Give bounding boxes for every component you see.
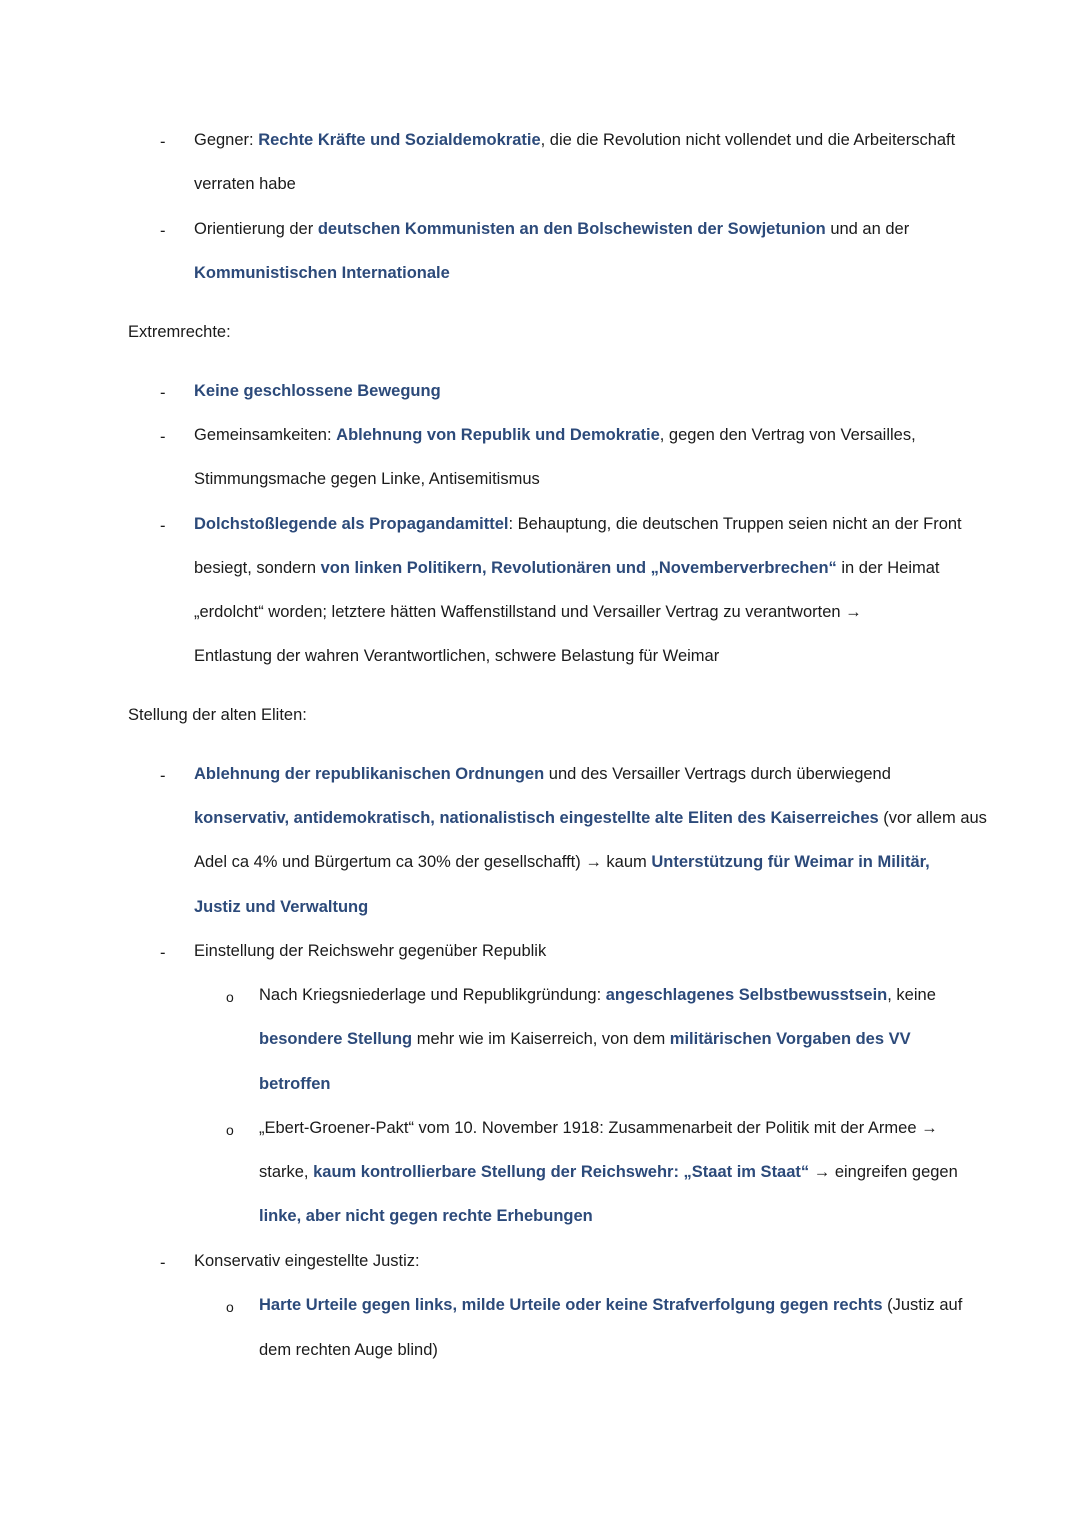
text-line bbox=[194, 468, 540, 490]
text-line bbox=[194, 380, 441, 402]
dash-bullet: - bbox=[160, 384, 166, 402]
plain-text: Gemeinsamkeiten: bbox=[194, 426, 337, 444]
highlighted-text: Harte Urteile gegen links, milde Urteile oder keine Strafverfolgung gegen rechts bbox=[259, 1296, 883, 1314]
plain-text: Entlastung der wahren Verantwortlichen, schwere Belastung für Weimar bbox=[194, 647, 720, 665]
plain-text: mehr wie im Kaiserreich, von dem bbox=[412, 1030, 670, 1048]
text-line bbox=[194, 763, 891, 785]
highlighted-text: von linken Politikern, Revolutionären und „Novemberverbrechen“ bbox=[320, 559, 837, 577]
highlighted-text: besondere Stellung bbox=[259, 1030, 413, 1048]
highlighted-text: linke, aber nicht gegen rechte Erhebungen bbox=[259, 1207, 593, 1225]
text-line bbox=[259, 1161, 958, 1183]
highlighted-text: kaum kontrollierbare Stellung der Reichswehr: „Staat im Staat“ bbox=[313, 1163, 810, 1181]
plain-text: „Ebert-Groener-Pakt“ vom 10. November 1918: Zusammenarbeit der Politik mit der Armee → bbox=[259, 1119, 938, 1137]
plain-text: (Justiz auf bbox=[882, 1296, 963, 1314]
dash-bullet: - bbox=[160, 767, 166, 785]
highlighted-text: Dolchstoßlegende als Propagandamittel bbox=[194, 515, 509, 533]
text-line bbox=[194, 218, 909, 240]
text-line bbox=[194, 173, 296, 195]
highlighted-text: Ablehnung von Republik und Demokratie bbox=[336, 426, 660, 444]
text-line bbox=[259, 984, 936, 1006]
text-line bbox=[194, 601, 862, 623]
plain-text: Konservativ eingestellte Justiz: bbox=[194, 1252, 420, 1270]
highlighted-text: konservativ, antidemokratisch, nationalistisch eingestellte alte Eliten des Kaiserreiches bbox=[194, 809, 879, 827]
text-line bbox=[259, 1028, 911, 1050]
highlighted-text: Justiz und Verwaltung bbox=[194, 898, 369, 916]
plain-text: in der Heimat bbox=[836, 559, 940, 577]
plain-text: (vor allem aus bbox=[878, 809, 987, 827]
plain-text: , gegen den Vertrag von Versailles, bbox=[659, 426, 916, 444]
plain-text: und an der bbox=[825, 220, 910, 238]
plain-text: Nach Kriegsniederlage und Republikgründung: bbox=[259, 986, 606, 1004]
highlighted-text: angeschlagenes Selbstbewusstsein bbox=[605, 986, 888, 1004]
plain-text: „erdolcht“ worden; letztere hätten Waffenstillstand und Versailler Vertrag zu verantworten → bbox=[194, 603, 862, 621]
text-line bbox=[259, 1073, 331, 1095]
text-line bbox=[194, 557, 940, 579]
plain-text: und des Versailler Vertrags durch überwiegend bbox=[544, 765, 891, 783]
text-line bbox=[259, 1205, 593, 1227]
plain-text: Stellung der alten Eliten: bbox=[128, 706, 307, 724]
dash-bullet: - bbox=[160, 517, 166, 535]
text-line bbox=[128, 321, 231, 343]
dash-bullet: - bbox=[160, 222, 166, 240]
plain-text: Orientierung der bbox=[194, 220, 318, 238]
highlighted-text: Rechte Kräfte und Sozialdemokratie bbox=[258, 131, 541, 149]
text-line bbox=[128, 704, 307, 726]
plain-text: Einstellung der Reichswehr gegenüber Republik bbox=[194, 942, 547, 960]
text-line bbox=[194, 262, 450, 284]
plain-text: : Behauptung, die deutschen Truppen seien nicht an der Front bbox=[508, 515, 962, 533]
plain-text: verraten habe bbox=[194, 175, 296, 193]
plain-text: , keine bbox=[887, 986, 936, 1004]
highlighted-text: militärischen Vorgaben des VV bbox=[669, 1030, 911, 1048]
dash-bullet: - bbox=[160, 428, 166, 446]
plain-text: Adel ca 4% und Bürgertum ca 30% der gesellschafft) → kaum bbox=[194, 853, 652, 871]
text-line bbox=[194, 896, 368, 918]
text-line bbox=[259, 1294, 962, 1316]
text-line bbox=[194, 851, 930, 873]
text-line bbox=[259, 1339, 438, 1361]
highlighted-text: betroffen bbox=[259, 1075, 331, 1093]
highlighted-text: Kommunistischen Internationale bbox=[194, 264, 450, 282]
highlighted-text: Keine geschlossene Bewegung bbox=[194, 382, 441, 400]
plain-text: → eingreifen gegen bbox=[809, 1163, 958, 1181]
circle-bullet: o bbox=[226, 989, 234, 1005]
text-line bbox=[194, 807, 987, 829]
plain-text: Stimmungsmache gegen Linke, Antisemitismus bbox=[194, 470, 540, 488]
plain-text: besiegt, sondern bbox=[194, 559, 321, 577]
circle-bullet: o bbox=[226, 1299, 234, 1315]
highlighted-text: Unterstützung für Weimar in Militär, bbox=[651, 853, 930, 871]
circle-bullet: o bbox=[226, 1122, 234, 1138]
dash-bullet: - bbox=[160, 133, 166, 151]
highlighted-text: Ablehnung der republikanischen Ordnungen bbox=[194, 765, 545, 783]
text-line bbox=[194, 129, 955, 151]
dash-bullet: - bbox=[160, 1254, 166, 1272]
plain-text: , die die Revolution nicht vollendet und die Arbeiterschaft bbox=[540, 131, 956, 149]
plain-text: dem rechten Auge blind) bbox=[259, 1341, 438, 1359]
text-line bbox=[194, 513, 962, 535]
text-line bbox=[194, 424, 916, 446]
plain-text: Gegner: bbox=[194, 131, 259, 149]
text-line bbox=[259, 1117, 938, 1139]
text-line bbox=[194, 940, 546, 962]
text-line bbox=[194, 1250, 420, 1272]
plain-text: starke, bbox=[259, 1163, 314, 1181]
plain-text: Extremrechte: bbox=[128, 323, 231, 341]
dash-bullet: - bbox=[160, 944, 166, 962]
highlighted-text: deutschen Kommunisten an den Bolschewisten der Sowjetunion bbox=[317, 220, 826, 238]
text-line bbox=[194, 645, 719, 667]
